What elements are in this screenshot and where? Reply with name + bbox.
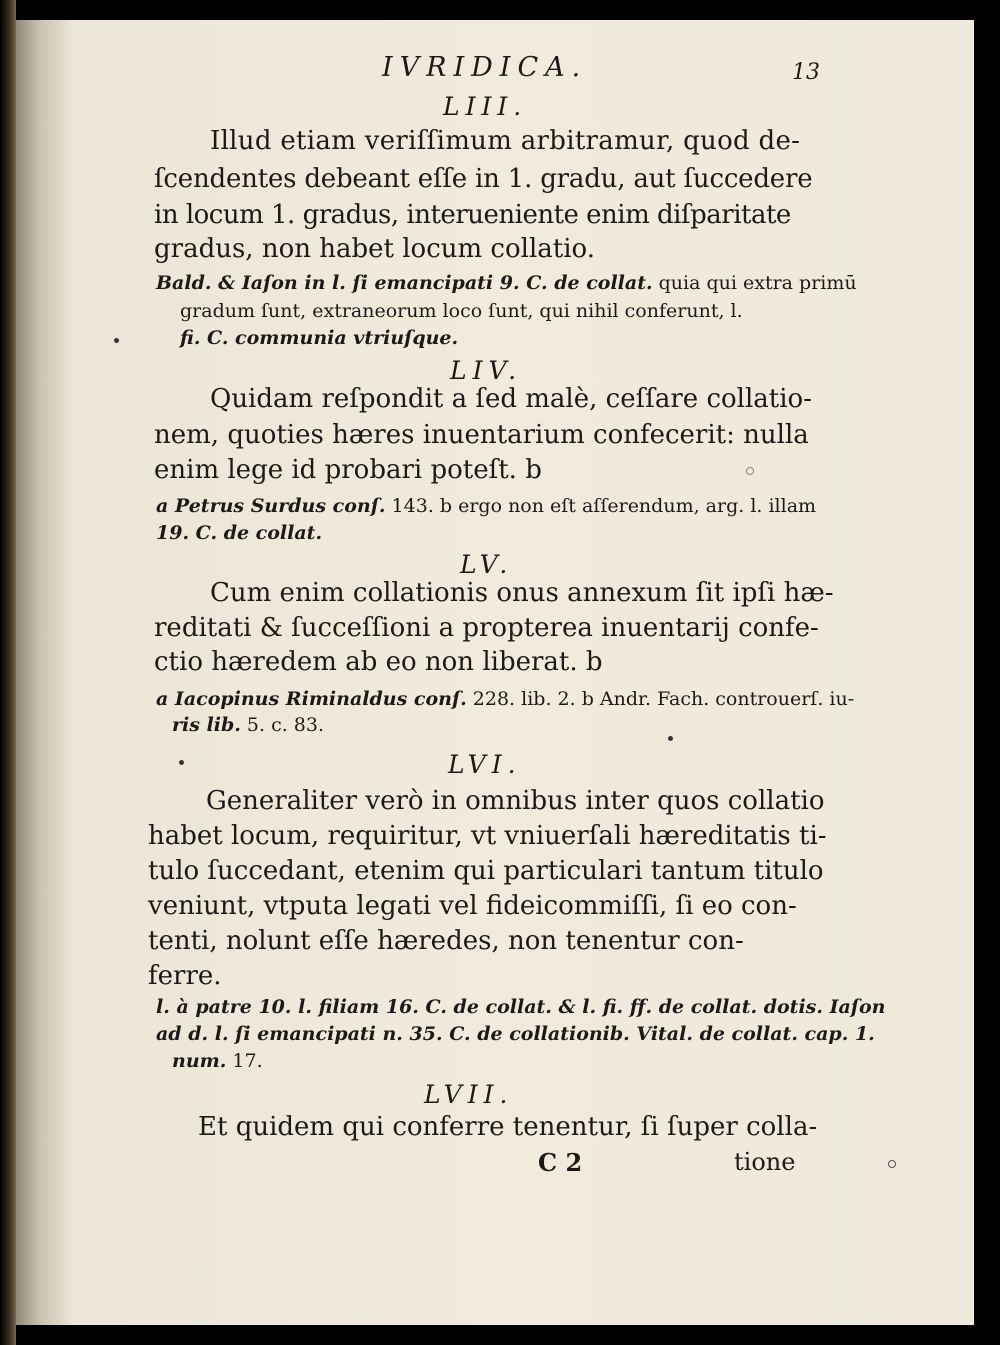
footnote-citation: fi. C. communia vtriuſque. bbox=[180, 327, 459, 349]
book-spine-shadow bbox=[0, 0, 16, 1345]
body-line: reditati & ſucceſſioni a propterea inuentarij confe- bbox=[154, 613, 819, 643]
book-page bbox=[16, 20, 974, 1325]
section-heading: LVI. bbox=[448, 750, 522, 779]
paper-speck bbox=[746, 467, 754, 475]
footnote-citation: l. à patre 10. l. filiam 16. C. de collat. & l. fi. ff. de collat. dotis. Iaſon bbox=[156, 996, 886, 1018]
running-title: IVRIDICA. bbox=[382, 52, 588, 83]
body-line: nem, quoties hæres inuentarium confecerit: nulla bbox=[154, 420, 809, 450]
catchword: tione bbox=[734, 1148, 796, 1176]
body-line: Et quidem qui conferre tenentur, ſi ſuper colla- bbox=[198, 1112, 818, 1142]
footnote-line bbox=[172, 1050, 263, 1072]
body-line: Generaliter verò in omnibus inter quos collatio bbox=[206, 786, 825, 816]
footnote-text: 143. b ergo non eſt aſſerendum, arg. l. illam bbox=[385, 495, 817, 517]
body-line: veniunt, vtputa legati vel fideicommiſſi, ſi eo con- bbox=[148, 891, 797, 921]
body-line: ſcendentes debeant eſſe in 1. gradu, aut ſuccedere bbox=[154, 164, 813, 194]
footnote-text: 228. lib. 2. b Andr. Fach. controuerſ. iu- bbox=[466, 688, 855, 710]
footnote-citation: a Petrus Surdus conſ. bbox=[156, 495, 386, 517]
body-line: habet locum, requiritur, vt vniuerſali hæreditatis ti- bbox=[148, 821, 827, 851]
paper-speck bbox=[114, 338, 119, 343]
footnote-citation: num. bbox=[172, 1050, 227, 1072]
footnote-text: 17. bbox=[226, 1050, 263, 1072]
body-line: gradus, non habet locum collatio. bbox=[154, 234, 595, 264]
paper-speck bbox=[888, 1160, 896, 1168]
body-line: ctio hæredem ab eo non liberat. b bbox=[154, 647, 603, 677]
body-line: ferre. bbox=[148, 961, 222, 991]
paper-speck bbox=[179, 760, 184, 765]
footnote-citation: ris lib. bbox=[172, 714, 241, 736]
footnote-line bbox=[172, 714, 324, 736]
footnote-line bbox=[156, 522, 322, 544]
footnote-text: 5. c. 83. bbox=[240, 714, 325, 736]
section-heading: LIII. bbox=[443, 92, 528, 121]
footnote-line bbox=[156, 495, 816, 517]
section-heading: LIV. bbox=[450, 356, 523, 385]
footnote-line bbox=[180, 327, 458, 349]
section-heading: LVII. bbox=[424, 1080, 514, 1109]
body-line: Quidam reſpondit a ſed malè, ceſſare collatio- bbox=[210, 384, 812, 414]
body-line: Illud etiam veriſſimum arbitramur, quod de- bbox=[210, 126, 801, 156]
footnote-line bbox=[156, 272, 857, 294]
footnote-citation: ad d. l. ſi emancipati n. 35. C. de collationib. Vital. de collat. cap. 1. bbox=[156, 1023, 875, 1045]
footnote-line bbox=[156, 1023, 875, 1045]
page-number: 13 bbox=[792, 60, 820, 85]
signature-mark: C 2 bbox=[538, 1148, 583, 1177]
footnote-text: quia qui extra primū bbox=[652, 272, 857, 294]
body-line: tulo ſuccedant, etenim qui particulari tantum titulo bbox=[148, 856, 824, 886]
footnote-citation: Bald. & Iaſon in l. ſi emancipati 9. C. de collat. bbox=[156, 272, 653, 294]
footnote-text: gradum ſunt, extraneorum loco ſunt, qui nihil conferunt, l. bbox=[180, 300, 743, 322]
body-line: enim lege id probari poteſt. b bbox=[154, 455, 542, 485]
footnote-line bbox=[156, 996, 885, 1018]
body-line: in locum 1. gradus, interueniente enim diſparitate bbox=[154, 200, 791, 230]
footnote-line bbox=[180, 300, 743, 322]
body-line: Cum enim collationis onus annexum ſit ipſi hæ- bbox=[210, 578, 834, 608]
footnote-citation: a Iacopinus Riminaldus conſ. bbox=[156, 688, 467, 710]
paper-speck bbox=[668, 736, 673, 741]
footnote-citation: 19. C. de collat. bbox=[156, 522, 323, 544]
footnote-line bbox=[156, 688, 854, 710]
section-heading: LV. bbox=[460, 550, 514, 579]
body-line: tenti, nolunt eſſe hæredes, non tenentur con- bbox=[148, 926, 744, 956]
